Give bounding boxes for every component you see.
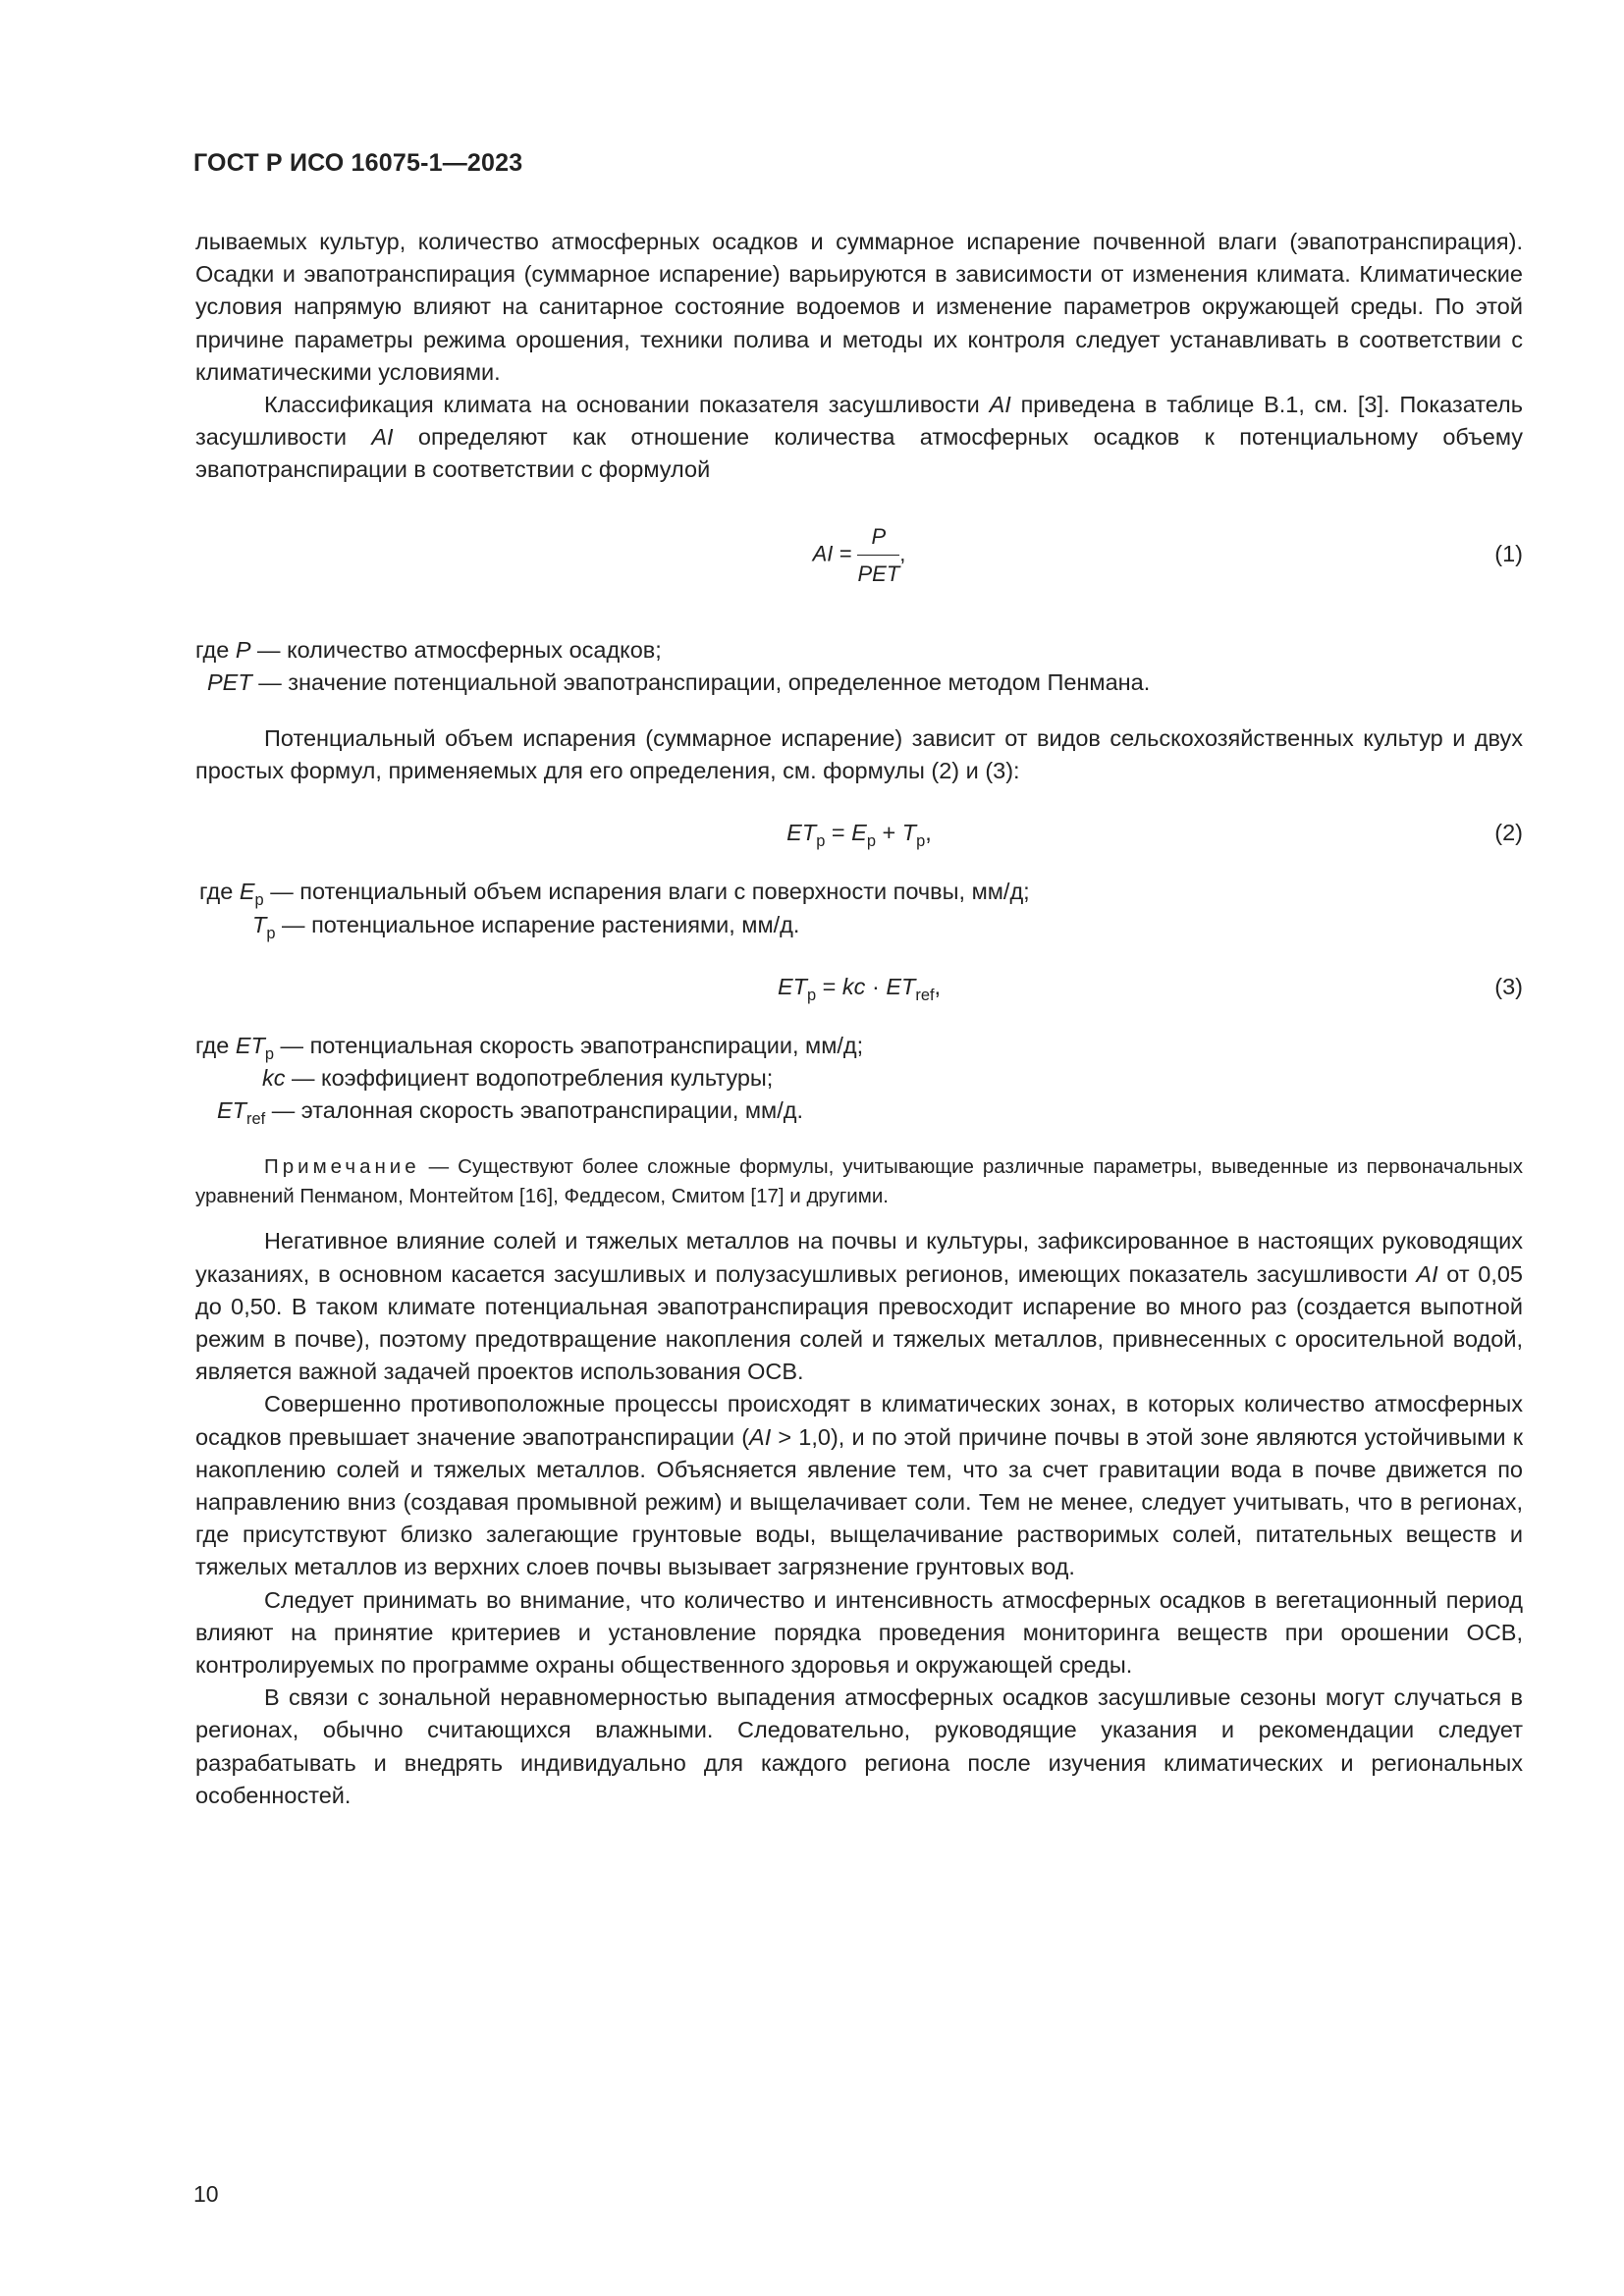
definition-row: $T_p$ — потенциальное испарение растениями, мм/д. bbox=[252, 911, 800, 942]
formula-3: $ET_p$ = kc · $ET_{ref}$, (3) bbox=[195, 961, 1523, 1014]
definition-row: PET — значение потенциальной эвапотранспирации, определенное методом Пенмана. bbox=[207, 668, 1151, 695]
definitions-formula-1 bbox=[195, 634, 1523, 699]
paragraph-precipitation-intensity: Следует принимать во внимание, что количество и интенсивность атмосферных осадков в вегетационный период влияют на принятие критериев и установление порядка проведения мониторинга веществ при орошении ОСВ, контролируемых по программе охраны общественного здоровья и окружающей среды. bbox=[195, 1586, 1523, 1678]
formula-1-lhs: AI = bbox=[812, 541, 852, 566]
paragraph-opposite-processes: Совершенно противоположные процессы происходят в климатических зонах, в которых количество атмосферных осадков превышает значение эвапотранспирации (AI > 1,0), и по этой причине почвы в этой зоне являются устойчивыми к накоплению солей и тяжелых металлов. Объясняется явление тем, что за счет гравитации вода в почве движется по направлению вниз (создавая промывной режим) и выщелачивает соли. Тем не менее, следует учитывать, что в регионах, где присутствуют близко залегающие грунтовые воды, выщелачивание растворимых солей, питательных веществ и тяжелых металлов из верхних слоев почвы вызывает загрязнение грунтовых вод. bbox=[195, 1391, 1523, 1580]
note-text: — Существуют более сложные формулы, учитывающие различные параметры, выведенные из первоначальных уравнений Пенманом, Монтейтом [16], Феддесом, Смитом [17] и другими. bbox=[195, 1155, 1523, 1208]
symbol-ai: AI bbox=[989, 392, 1011, 418]
page-number: 10 bbox=[193, 2181, 219, 2207]
formula-1-numerator: P bbox=[857, 520, 899, 556]
formula-1: AI = $\frac{P}{\text{PET}}$ , (1) bbox=[195, 516, 1523, 611]
definition-row: где $ET_p$ — потенциальная скорость эвапотранспирации, мм/д; bbox=[195, 1032, 864, 1063]
note bbox=[195, 1152, 1523, 1211]
formula-2: $ET_p = E_p + T_p$, (2) bbox=[195, 807, 1523, 860]
symbol-ai: AI bbox=[371, 424, 394, 451]
paragraph-aridity-index: Классификация климата на основании показателя засушливости AI приведена в таблице B.1, см. [3]. Показатель засушливости AI определяют как отношение количества атмосферных осадков к потенциальному объему эвапотранспирации в соответствии с формулой bbox=[195, 392, 1523, 483]
document-id-header: ГОСТ Р ИСО 16075-1—2023 bbox=[193, 149, 523, 177]
paragraph-negative-impact: Негативное влияние солей и тяжелых металлов на почвы и культуры, зафиксированное в настоящих руководящих указаниях, в основном касается засушливых и полузасушливых регионов, имеющих показатель засушливости AI от 0,05 до 0,50. В таком климате потенциальная эвапотранспирация превосходит испарение во много раз (создается выпотной режим в почве), поэтому предотвращение накопления солей и тяжелых металлов, привнесенных с оросительной водой, является важной задачей проектов использования ОСВ. bbox=[195, 1228, 1523, 1385]
definition-row: $ET_{ref}$ — эталонная скорость эвапотранспирации, мм/д. bbox=[217, 1097, 803, 1128]
definition-row: где $E_p$ — потенциальный объем испарения влаги с поверхности почвы, мм/д; bbox=[199, 879, 1030, 910]
formula-3-number: (3) bbox=[1494, 973, 1523, 999]
definitions-formula-2 bbox=[195, 876, 1523, 940]
paragraph-zonal-unevenness: В связи с зональной неравномерностью выпадения атмосферных осадков засушливые сезоны могут случаться в регионах, обычно считающихся влажными. Следовательно, руководящие указания и рекомендации следует разрабатывать и внедрять индивидуально для каждого региона после изучения климатических и региональных особенностей. bbox=[195, 1684, 1523, 1808]
formula-1-number: (1) bbox=[1494, 540, 1523, 566]
definition-row: где P — количество атмосферных осадков; bbox=[195, 636, 662, 663]
page-body bbox=[195, 226, 1523, 1812]
definition-row: kc — коэффициент водопотребления культуры; bbox=[262, 1064, 774, 1091]
formula-1-fraction bbox=[857, 520, 899, 590]
paragraph-evaporation-volume: Потенциальный объем испарения (суммарное испарение) зависит от видов сельскохозяйственных культур и двух простых формул, применяемых для его определения, см. формулы (2) и (3): bbox=[195, 725, 1523, 784]
formula-1-denominator: PET bbox=[857, 561, 900, 586]
note-label: Примечание bbox=[264, 1155, 420, 1179]
paragraph-climate-conditions: лываемых культур, количество атмосферных осадков и суммарное испарение почвенной влаги (эвапотранспирация). Осадки и эвапотранспирация (суммарное испарение) варьируются в зависимости от изменения климата. Климатические условия напрямую влияют на санитарное состояние водоемов и изменение параметров окружающей среды. По этой причине параметры режима орошения, техники полива и методы их контроля следует устанавливать в соответствии с климатическими условиями. bbox=[195, 229, 1523, 385]
formula-2-number: (2) bbox=[1494, 820, 1523, 846]
definitions-formula-3 bbox=[195, 1030, 1523, 1128]
